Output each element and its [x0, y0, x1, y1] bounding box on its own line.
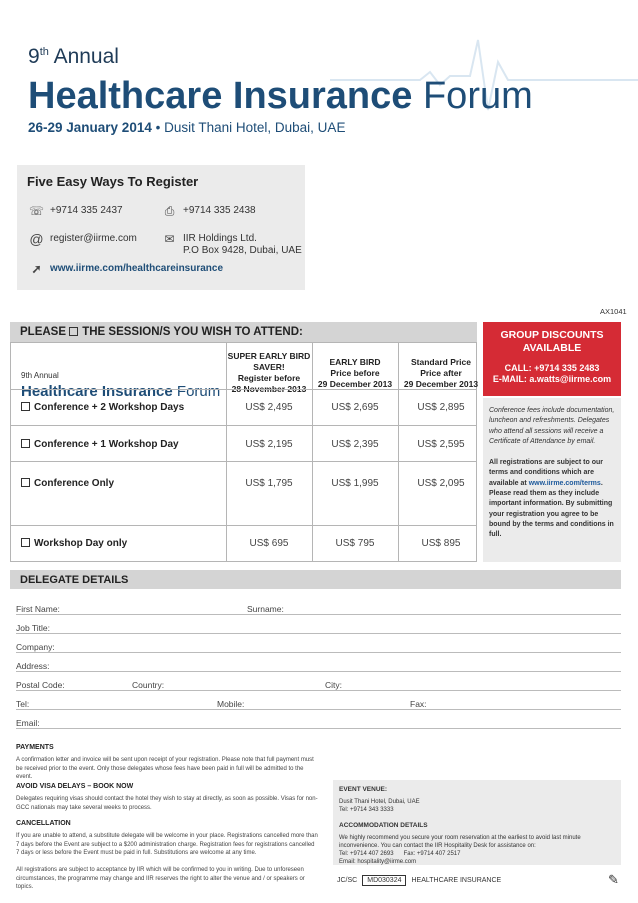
col-super-early: SUPER EARLY BIRD SAVER! Register before 28 November 2013 — [227, 351, 311, 394]
payments-text: A confirmation letter and invoice will be sent upon receipt of your registration. Please note that full payment must be received prior to the event. Only those delegates whose fees have been paid in full will be admitted to the event. — [16, 757, 314, 780]
inner-title: Healthcare Insurance Forum — [21, 383, 221, 400]
register-post: ✉ IIR Holdings Ltd. P.O Box 9428, Dubai, UAE — [162, 233, 302, 257]
table-row[interactable]: Conference + 1 Workshop Day US$ 2,195 US$ 2,395 US$ 2,595 — [11, 425, 476, 468]
checkbox[interactable] — [21, 538, 30, 547]
cancellation-heading: CANCELLATION — [16, 820, 71, 827]
mobile-field[interactable]: Mobile: — [217, 699, 245, 709]
event-dates-venue: 26-29 January 2014 • Dusit Thani Hotel, Dubai, UAE — [28, 120, 346, 135]
pencil-icon: ✎ — [608, 872, 619, 887]
group-call[interactable]: CALL: +9714 335 2483 — [504, 363, 600, 373]
register-title: Five Easy Ways To Register — [27, 174, 199, 189]
checkbox[interactable] — [21, 402, 30, 411]
postal-code-field[interactable]: Postal Code: — [16, 680, 65, 690]
footer-code: JC/SC MD030324 HEALTHCARE INSURANCE — [337, 877, 502, 884]
delegate-heading: DELEGATE DETAILS — [10, 570, 621, 589]
register-web-link[interactable]: ➚ www.iirme.com/healthcareinsurance — [29, 263, 223, 276]
terms-link[interactable]: www.iirme.com/terms — [528, 479, 601, 487]
page-title: Healthcare Insurance Forum — [28, 75, 533, 117]
register-email[interactable]: @ register@iirme.com — [29, 231, 137, 247]
venue-box: EVENT VENUE: Dusit Thani Hotel, Dubai, UAE Tel: +9714 343 3333 ACCOMMODATION DETAILS We highly recommend you secure your room reservation at the earliest to avoid last minute inconvenience. You can contact the IIR Hospitality Desk for assistance on: Tel: +9714 407 2693 Fax: +9714 407 2517 Email: hospitality@iirme.com — [333, 780, 621, 865]
first-name-field[interactable]: First Name: — [16, 604, 60, 614]
register-phone[interactable]: ☏ +9714 335 2437 — [29, 204, 123, 218]
sessions-table — [10, 342, 477, 562]
job-title-field[interactable]: Job Title: — [16, 623, 51, 633]
surname-field[interactable]: Surname: — [247, 604, 284, 614]
country-field[interactable]: Country: — [132, 680, 165, 690]
table-row[interactable]: Workshop Day only US$ 695 US$ 795 US$ 895 — [11, 525, 476, 561]
visa-heading: AVOID VISA DELAYS – BOOK NOW — [16, 783, 134, 790]
payments-heading: PAYMENTS — [16, 744, 54, 751]
fax-icon: ⎙ — [164, 204, 175, 218]
sessions-heading: PLEASE THE SESSION/S YOU WISH TO ATTEND: — [10, 322, 477, 342]
code-ax: AX1041 — [600, 307, 627, 316]
group-email[interactable]: E-MAIL: a.watts@iirme.com — [492, 374, 612, 384]
col-standard: Standard Price Price after 29 December 2013 — [403, 357, 479, 389]
table-row[interactable]: Conference Only US$ 1,795 US$ 1,995 US$ 2,095 — [11, 461, 476, 511]
checkbox[interactable] — [21, 478, 30, 487]
visa-text: Delegates requiring visas should contact the hotel they wish to stay at directly, as soon as possible. Visas for non-GCC nationals may take several weeks to process. — [16, 796, 318, 811]
inner-edition: 9th Annual — [21, 371, 59, 380]
envelope-icon: ✉ — [164, 232, 175, 246]
fax-field[interactable]: Fax: — [410, 699, 427, 709]
terms-box: Conference fees include documentation, luncheon and refreshments. Delegates who attend all sessions will receive a Certificate of Attendance by email. All registrations are subject to our terms and conditions which are available at www.iirme.com/terms. Please read them as they include important information. By submitting your registration you agree to be bound by the terms and conditions in full. — [483, 398, 621, 562]
checkbox[interactable] — [21, 439, 30, 448]
register-fax[interactable]: ⎙ +9714 335 2438 — [162, 205, 256, 218]
table-row[interactable]: Conference + 2 Workshop Days US$ 2,495 US$ 2,695 US$ 2,895 — [11, 389, 476, 432]
checkbox-icon — [69, 327, 78, 336]
city-field[interactable]: City: — [325, 680, 342, 690]
at-icon: @ — [29, 231, 44, 247]
col-early-bird: EARLY BIRD Price before 29 December 2013 — [317, 357, 393, 389]
group-discounts-box: GROUP DISCOUNTS AVAILABLE CALL: +9714 335 2483 E-MAIL: a.watts@iirme.com — [483, 322, 621, 396]
register-box — [17, 165, 305, 290]
phone-icon: ☏ — [29, 204, 45, 218]
cursor-icon: ➚ — [31, 262, 42, 276]
email-field[interactable]: Email: — [16, 718, 40, 728]
cancellation-text: If you are unable to attend, a substitute delegate will be welcome in your place. Registrations cancelled more than 7 days before the Event are subject to a $200 administration charge. Registration fees for registrations cancelled 7 days or less before the Event must be paid in full. Substitutions are welcome at any time. — [16, 833, 318, 856]
company-field[interactable]: Company: — [16, 642, 55, 652]
edition-label: 9th Annual — [28, 45, 119, 68]
address-field[interactable]: Address: — [16, 661, 50, 671]
acceptance-text: All registrations are subject to acceptance by IIR which will be confirmed to you in writing. Due to unforeseen circumstances, the programme may change and IIR reserves the right to alter the venue and / or speakers or topics. — [16, 867, 305, 890]
tel-field[interactable]: Tel: — [16, 699, 30, 709]
